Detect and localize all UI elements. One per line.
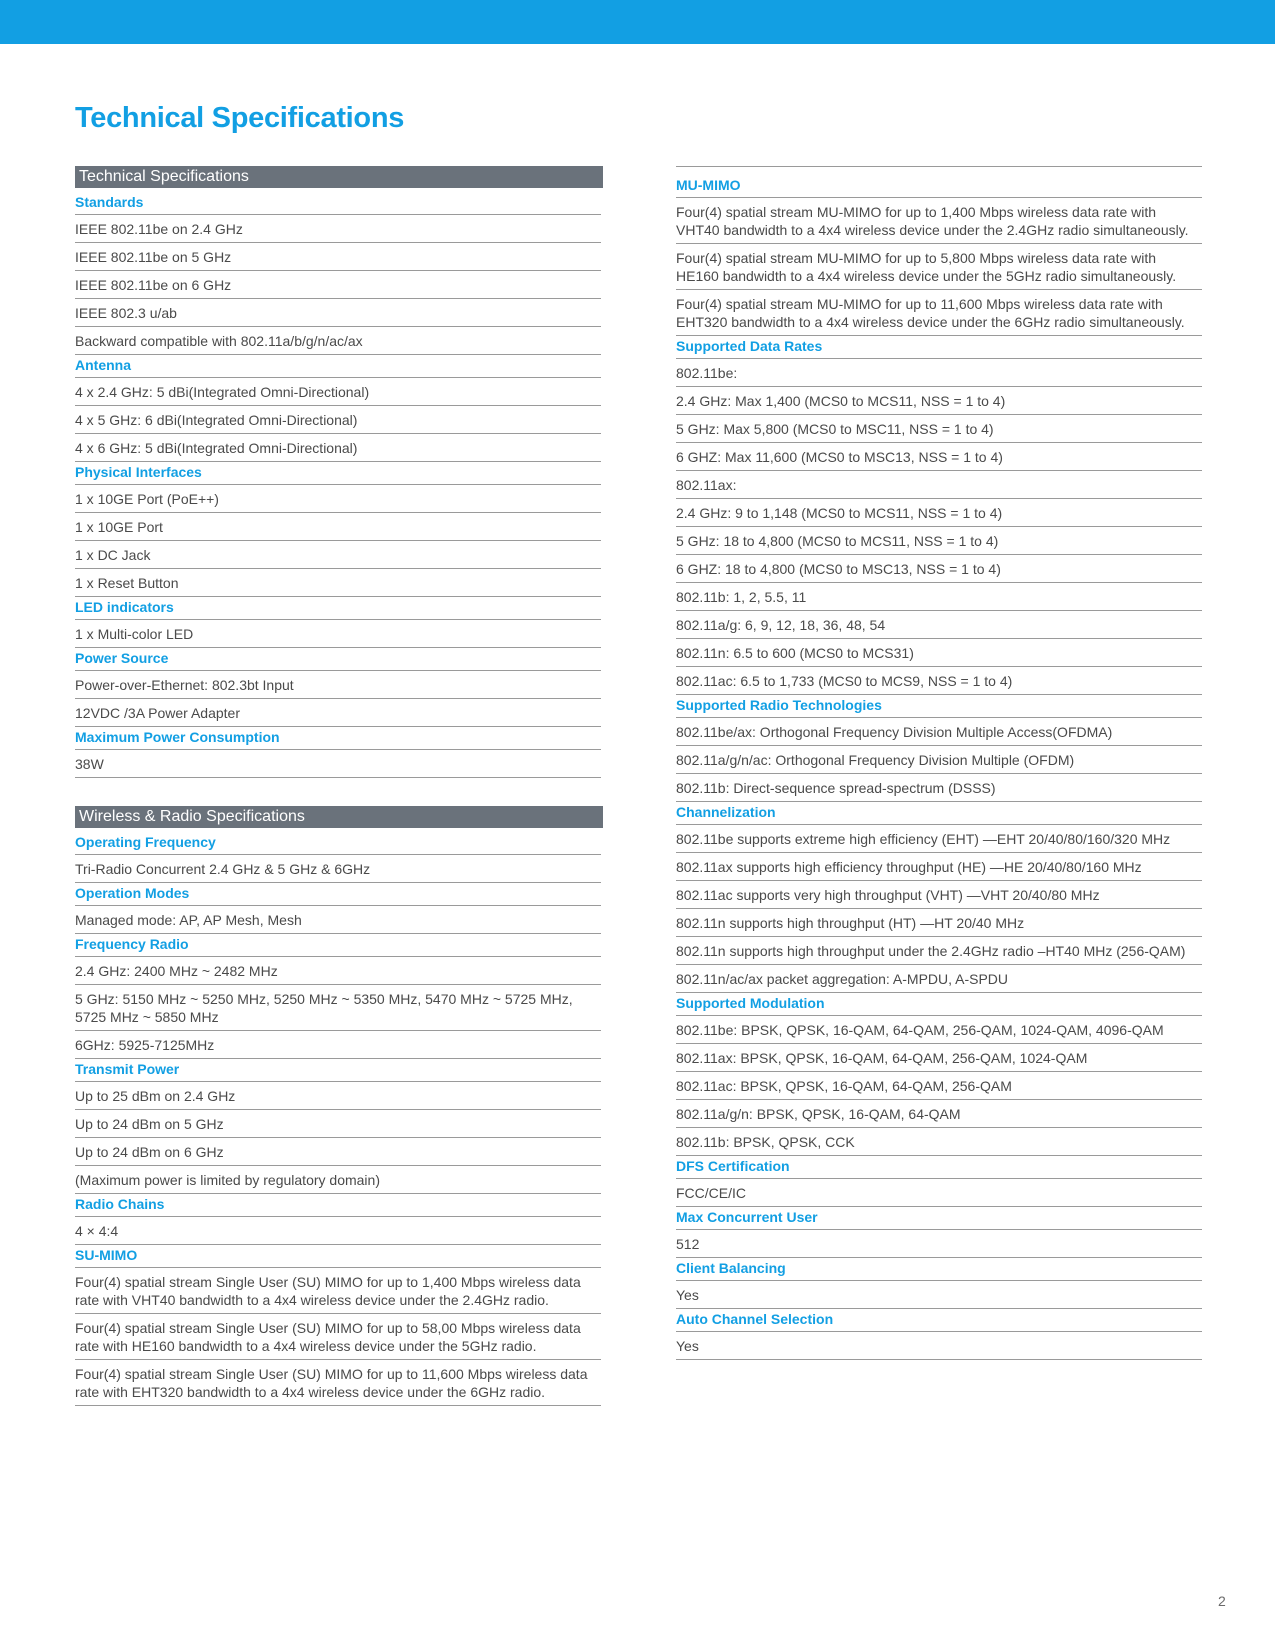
- spec-group: [75, 1245, 601, 1406]
- group-title: Max Concurrent User: [676, 1207, 1202, 1230]
- spec-row: Up to 25 dBm on 2.4 GHz: [75, 1082, 601, 1110]
- spec-row: 1 x 10GE Port (PoE++): [75, 485, 601, 513]
- spec-row: 802.11ax: BPSK, QPSK, 16-QAM, 64-QAM, 256-QAM, 1024-QAM: [676, 1044, 1202, 1072]
- spec-row: Backward compatible with 802.11a/b/g/n/ac/ax: [75, 327, 601, 355]
- spec-group: [75, 597, 601, 648]
- spec-row: 802.11n supports high throughput (HT) —HT 20/40 MHz: [676, 909, 1202, 937]
- section-header: Wireless & Radio Specifications: [75, 806, 603, 828]
- spec-row: 2.4 GHz: 2400 MHz ~ 2482 MHz: [75, 957, 601, 985]
- group-title: Transmit Power: [75, 1059, 601, 1082]
- spec-group: [676, 1156, 1202, 1207]
- group-title: Client Balancing: [676, 1258, 1202, 1281]
- spec-row: 512: [676, 1230, 1202, 1258]
- spec-group: [75, 648, 601, 727]
- spec-group: [75, 1194, 601, 1245]
- page-number: 2: [1218, 1593, 1226, 1609]
- spec-row: Power-over-Ethernet: 802.3bt Input: [75, 671, 601, 699]
- spec-row: 802.11ax supports high efficiency throughput (HE) —HE 20/40/80/160 MHz: [676, 853, 1202, 881]
- group-title: DFS Certification: [676, 1156, 1202, 1179]
- spec-row: 802.11be:: [676, 359, 1202, 387]
- spec-row: 1 x DC Jack: [75, 541, 601, 569]
- spec-row: 6 GHZ: 18 to 4,800 (MCS0 to MSC13, NSS = 1 to 4): [676, 555, 1202, 583]
- spec-group: [75, 1059, 601, 1194]
- page-title: Technical Specifications: [75, 102, 405, 134]
- group-title: Power Source: [75, 648, 601, 671]
- spec-group: [75, 727, 601, 778]
- spec-group: [75, 462, 601, 597]
- spec-group: [676, 695, 1202, 802]
- spec-group: [75, 832, 601, 883]
- group-title: Supported Radio Technologies: [676, 695, 1202, 718]
- spec-row: 1 x Reset Button: [75, 569, 601, 597]
- spec-group: [676, 175, 1202, 336]
- spec-group: [676, 802, 1202, 993]
- group-title: Antenna: [75, 355, 601, 378]
- spec-row: Four(4) spatial stream MU-MIMO for up to 1,400 Mbps wireless data rate with VHT40 bandwidth to a 4x4 wireless device under the 2.4GHz radio simultaneously.: [676, 198, 1202, 244]
- spec-row: 802.11n: 6.5 to 600 (MCS0 to MCS31): [676, 639, 1202, 667]
- spec-row: Four(4) spatial stream Single User (SU) MIMO for up to 1,400 Mbps wireless data rate with VHT40 bandwidth to a 4x4 wireless device under the 2.4GHz radio.: [75, 1268, 601, 1314]
- group-title: LED indicators: [75, 597, 601, 620]
- left-column: [75, 166, 601, 1406]
- spec-group: [75, 192, 601, 355]
- spec-row: IEEE 802.11be on 6 GHz: [75, 271, 601, 299]
- spec-row: 6 GHZ: Max 11,600 (MCS0 to MSC13, NSS = 1 to 4): [676, 443, 1202, 471]
- spec-row: 4 x 6 GHz: 5 dBi(Integrated Omni-Directional): [75, 434, 601, 462]
- spec-row: Tri-Radio Concurrent 2.4 GHz & 5 GHz & 6GHz: [75, 855, 601, 883]
- spec-row: 802.11ac: 6.5 to 1,733 (MCS0 to MCS9, NSS = 1 to 4): [676, 667, 1202, 695]
- spec-row: 5 GHz: 18 to 4,800 (MCS0 to MCS11, NSS = 1 to 4): [676, 527, 1202, 555]
- spec-row: IEEE 802.11be on 2.4 GHz: [75, 215, 601, 243]
- spec-row: 802.11b: BPSK, QPSK, CCK: [676, 1128, 1202, 1156]
- spec-row: Four(4) spatial stream MU-MIMO for up to 5,800 Mbps wireless data rate with HE160 bandwidth to a 4x4 wireless device under the 5GHz radio simultaneously.: [676, 244, 1202, 290]
- spec-group: [75, 883, 601, 934]
- spec-row: 2.4 GHz: 9 to 1,148 (MCS0 to MCS11, NSS = 1 to 4): [676, 499, 1202, 527]
- spec-row: 4 × 4:4: [75, 1217, 601, 1245]
- spec-row: Up to 24 dBm on 6 GHz: [75, 1138, 601, 1166]
- spec-row: 5 GHz: 5150 MHz ~ 5250 MHz, 5250 MHz ~ 5350 MHz, 5470 MHz ~ 5725 MHz, 5725 MHz ~ 5850 MHz: [75, 985, 601, 1031]
- spec-group: [676, 993, 1202, 1156]
- spec-row: 802.11be: BPSK, QPSK, 16-QAM, 64-QAM, 256-QAM, 1024-QAM, 4096-QAM: [676, 1016, 1202, 1044]
- spec-row: 802.11ax:: [676, 471, 1202, 499]
- spec-group: [676, 1258, 1202, 1309]
- spec-row: 802.11be supports extreme high efficiency (EHT) —EHT 20/40/80/160/320 MHz: [676, 825, 1202, 853]
- spec-row: 4 x 2.4 GHz: 5 dBi(Integrated Omni-Directional): [75, 378, 601, 406]
- spec-row: Four(4) spatial stream Single User (SU) MIMO for up to 58,00 Mbps wireless data rate with HE160 bandwidth to a 4x4 wireless device under the 5GHz radio.: [75, 1314, 601, 1360]
- spec-row: Yes: [676, 1281, 1202, 1309]
- spec-row: Four(4) spatial stream MU-MIMO for up to 11,600 Mbps wireless data rate with EHT320 bandwidth to a 4x4 wireless device under the 6GHz radio simultaneously.: [676, 290, 1202, 336]
- spec-row: 802.11a/g: 6, 9, 12, 18, 36, 48, 54: [676, 611, 1202, 639]
- spec-group: [75, 934, 601, 1059]
- group-title: Supported Modulation: [676, 993, 1202, 1016]
- spec-row: 802.11a/g/n: BPSK, QPSK, 16-QAM, 64-QAM: [676, 1100, 1202, 1128]
- spec-group: [676, 336, 1202, 695]
- spec-row: 6GHz: 5925-7125MHz: [75, 1031, 601, 1059]
- spec-group: [75, 355, 601, 462]
- spec-row: 802.11b: Direct-sequence spread-spectrum (DSSS): [676, 774, 1202, 802]
- spec-row: (Maximum power is limited by regulatory domain): [75, 1166, 601, 1194]
- spec-row: 12VDC /3A Power Adapter: [75, 699, 601, 727]
- group-title: Operating Frequency: [75, 832, 601, 855]
- right-column: [676, 166, 1202, 1360]
- spec-row: 802.11ac: BPSK, QPSK, 16-QAM, 64-QAM, 256-QAM: [676, 1072, 1202, 1100]
- section-spacer: [75, 778, 601, 806]
- spec-row: 1 x 10GE Port: [75, 513, 601, 541]
- top-banner: [0, 0, 1275, 44]
- section-header: Technical Specifications: [75, 166, 603, 188]
- spec-row: 4 x 5 GHz: 6 dBi(Integrated Omni-Directional): [75, 406, 601, 434]
- spec-row: Four(4) spatial stream Single User (SU) MIMO for up to 11,600 Mbps wireless data rate with EHT320 bandwidth to a 4x4 wireless device under the 6GHz radio.: [75, 1360, 601, 1406]
- spec-row: Managed mode: AP, AP Mesh, Mesh: [75, 906, 601, 934]
- group-title: Supported Data Rates: [676, 336, 1202, 359]
- spec-row: 802.11n/ac/ax packet aggregation: A-MPDU, A-SPDU: [676, 965, 1202, 993]
- group-title: Physical Interfaces: [75, 462, 601, 485]
- spec-row: IEEE 802.11be on 5 GHz: [75, 243, 601, 271]
- group-title: Standards: [75, 192, 601, 215]
- group-title: Radio Chains: [75, 1194, 601, 1217]
- spec-row: 802.11b: 1, 2, 5.5, 11: [676, 583, 1202, 611]
- spec-row: FCC/CE/IC: [676, 1179, 1202, 1207]
- spec-row: Up to 24 dBm on 5 GHz: [75, 1110, 601, 1138]
- group-title: MU-MIMO: [676, 175, 1202, 198]
- group-title: Frequency Radio: [75, 934, 601, 957]
- spec-row: 5 GHz: Max 5,800 (MCS0 to MSC11, NSS = 1 to 4): [676, 415, 1202, 443]
- spec-row: IEEE 802.3 u/ab: [75, 299, 601, 327]
- spec-row: 802.11n supports high throughput under the 2.4GHz radio –HT40 MHz (256-QAM): [676, 937, 1202, 965]
- spec-row: 802.11ac supports very high throughput (VHT) —VHT 20/40/80 MHz: [676, 881, 1202, 909]
- group-title: Operation Modes: [75, 883, 601, 906]
- spec-row: Yes: [676, 1332, 1202, 1360]
- group-title: Channelization: [676, 802, 1202, 825]
- spec-group: [676, 1207, 1202, 1258]
- group-title: Maximum Power Consumption: [75, 727, 601, 750]
- group-title: SU-MIMO: [75, 1245, 601, 1268]
- spec-row: 2.4 GHz: Max 1,400 (MCS0 to MCS11, NSS = 1 to 4): [676, 387, 1202, 415]
- group-title: Auto Channel Selection: [676, 1309, 1202, 1332]
- spec-row: 1 x Multi-color LED: [75, 620, 601, 648]
- spec-row: 802.11a/g/n/ac: Orthogonal Frequency Division Multiple (OFDM): [676, 746, 1202, 774]
- spec-group: [676, 1309, 1202, 1360]
- spec-row: 802.11be/ax: Orthogonal Frequency Division Multiple Access(OFDMA): [676, 718, 1202, 746]
- spec-row: 38W: [75, 750, 601, 778]
